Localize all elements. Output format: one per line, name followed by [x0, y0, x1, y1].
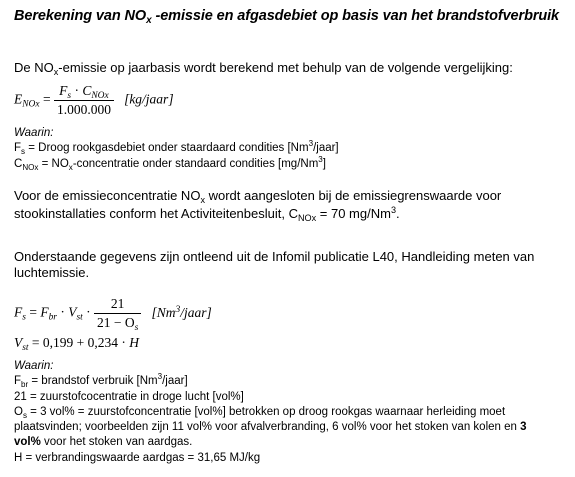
paragraph-emissieconcentratie: Voor de emissieconcentratie $NO_x$ wordt aangesloten bij de emissiegrenswaarde voor: [14, 188, 502, 205]
definition-h: H = verbrandingswaarde aardgas = 31,65 MJ/kg: [14, 452, 261, 464]
definition-os-line2: plaatsvinden; voorbeelden zijn 11 vol% voor afvalverbranding, 6 vol% voor het stoken van kolen en 3: [14, 421, 527, 433]
definition-fs: $F_s$ = Droog rookgasdebiet onder staardaard condities [Nm$^3$/jaar]: [14, 139, 339, 156]
equation-fraction: $\frac{21}{21 - O_s}$: [94, 296, 141, 331]
equation-emission: $E_{NOx}$ = $\frac{F_s \cdot C_{NOx}}{1.000.000}$ [kg/jaar]: [14, 83, 174, 117]
paragraph-infomil-line2: luchtemissie.: [14, 265, 90, 280]
equation-fraction: $\frac{F_s \cdot C_{NOx}}{1.000.000}$: [54, 83, 114, 118]
waarin-label-1: Waarin:: [14, 127, 54, 139]
definition-os: $O_s = 3$ vol% = zuurstofconcentratie [vol%] betrokken op droog rookgas waarnaar herleiding moet: [14, 406, 506, 420]
waarin-label-2: Waarin:: [14, 360, 54, 372]
equation-unit: [kg/jaar]: [124, 91, 174, 107]
paragraph-infomil: Onderstaande gegevens zijn ontleend uit de Infomil publicatie L40, Handleiding meten van: [14, 249, 535, 264]
definition-cnox: $C_{NOx}$ = $NO_x$-concentratie onder standaard condities [mg/Nm$^3$]: [14, 155, 326, 172]
page-title: Berekening van $NO_x$ -emissie en afgasdebiet op basis van het brandstofverbruik: [14, 8, 560, 26]
intro-text: De $NO_x$-emissie op jaarbasis wordt berekend met behulp van de volgende vergelijking:: [14, 60, 513, 77]
equation-vst: $V_{st} = 0,199 + 0,234 \cdot H$: [14, 335, 140, 353]
paragraph-emissieconcentratie-line2: stookinstallaties conform het Activiteitenbesluit, $C_{NOx} = 70$ mg/Nm$^3$.: [14, 205, 400, 223]
definition-21: 21 = zuurstofcocentratie in droge lucht [vol%]: [14, 391, 244, 403]
equation-flue-gas: $F_s = F_{br} \cdot V_{st}$ · $\frac{21}{21 - O_s}$ [Nm$^3$/jaar]: [14, 296, 212, 333]
definition-fbr: $F_{br}$ = brandstof verbruik [Nm$^3$/jaar]: [14, 372, 188, 389]
equation-unit: [Nm$^3$/jaar]: [151, 304, 212, 320]
definition-os-line3: vol% voor het stoken van aardgas.: [14, 436, 193, 448]
